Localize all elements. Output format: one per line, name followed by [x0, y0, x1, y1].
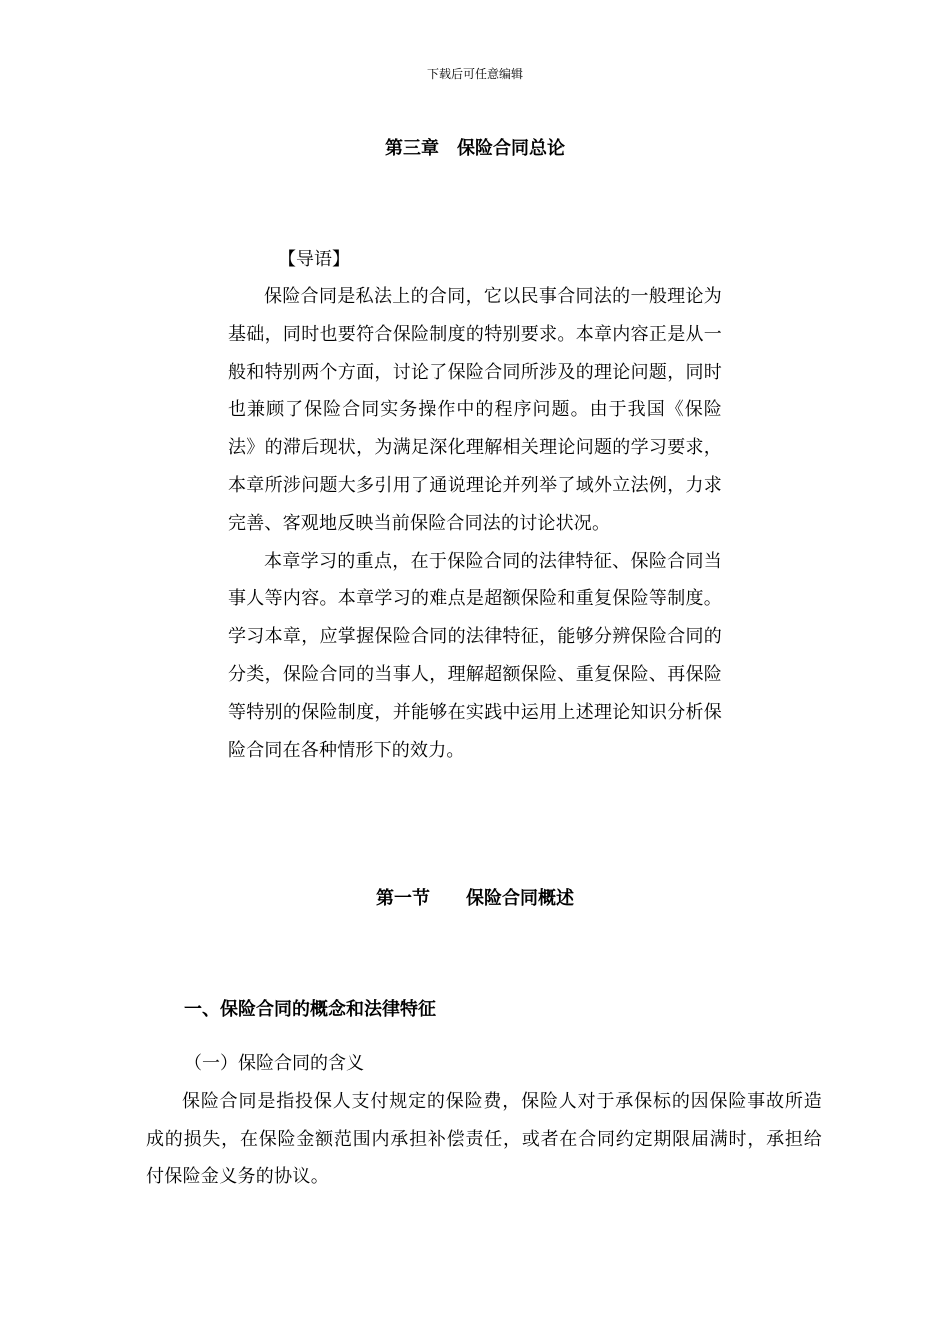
sub-heading: 一、保险合同的概念和法律特征: [184, 999, 436, 1020]
intro-paragraph: 保险合同是私法上的合同，它以民事合同法的一般理论为基础，同时也要符合保险制度的特别要求。本章内容正是从一般和特别两个方面，讨论了保险合同所涉及的理论问题，同时也兼顾了保险合同实务操作中的程序问题。由于我国《保险法》的滞后现状，为满足深化理解相关理论问题的学习要求，本章所涉问题大多引用了通说理论并列举了域外立法例，力求完善、客观地反映当前保险合同法的讨论状况。: [228, 286, 722, 534]
chapter-title: 第三章 保险合同总论: [385, 138, 565, 159]
body-paragraph: 保险合同是指投保人支付规定的保险费，保险人对于承保标的因保险事故所造成的损失，在保险金额范围内承担补偿责任，或者在合同约定期限届满时，承担给付保险金义务的协议。: [146, 1091, 822, 1187]
section-title: 第一节 保险合同概述: [376, 888, 574, 909]
header-note: 下载后可任意编辑: [426, 67, 523, 81]
sub-sub-heading: （一）保险合同的含义: [184, 1053, 364, 1074]
intro-paragraph: 本章学习的重点，在于保险合同的法律特征、保险合同当事人等内容。本章学习的难点是超额保险和重复保险等制度。学习本章，应掌握保险合同的法律特征，能够分辨保险合同的分类，保险合同的当事人，理解超额保险、重复保险、再保险等特别的保险制度，并能够在实践中运用上述理论知识分析保险合同在各种情形下的效力。: [228, 550, 722, 761]
intro-heading: 【导语】: [278, 249, 350, 270]
intro-section: [228, 242, 722, 769]
